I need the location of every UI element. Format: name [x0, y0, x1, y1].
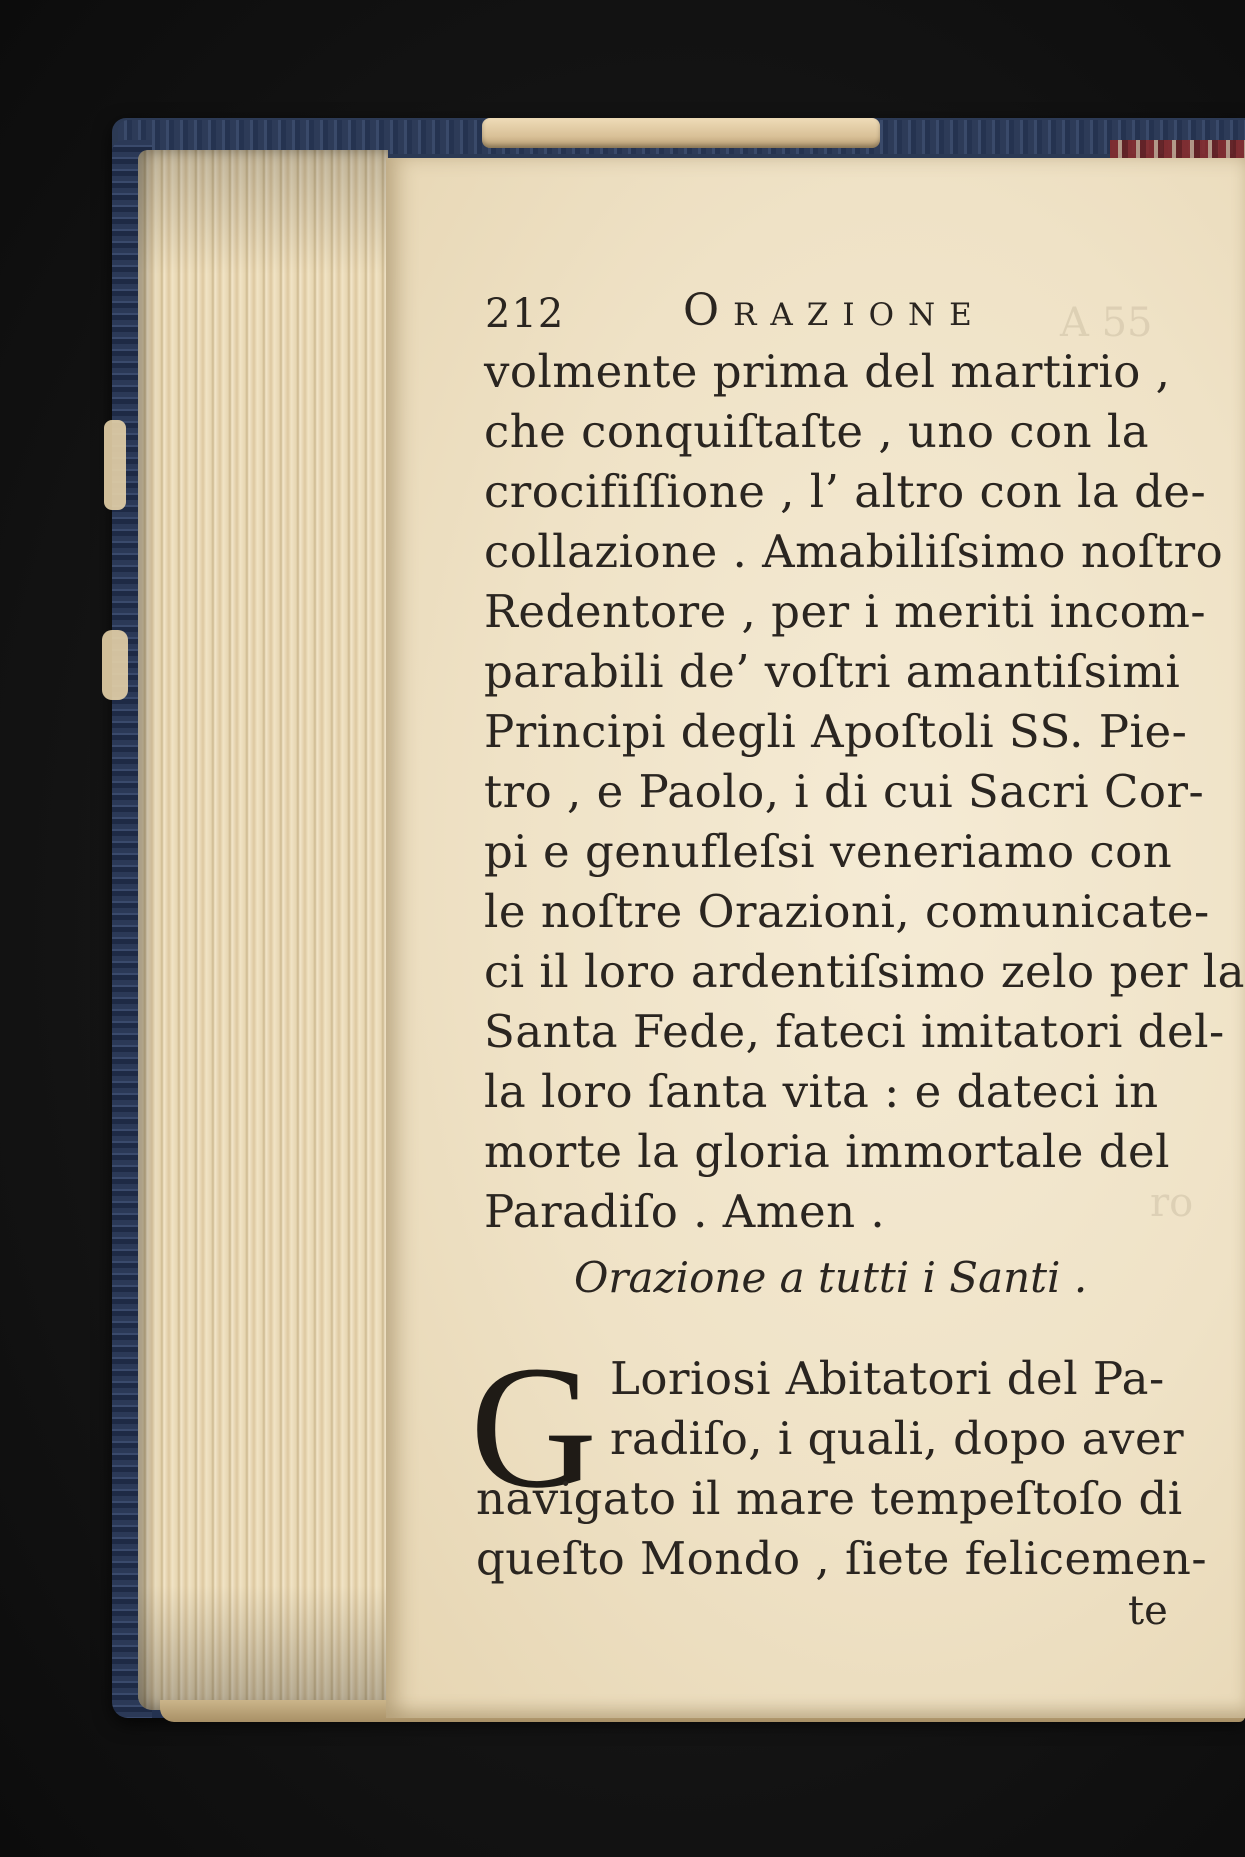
drop-cap-line: Loriosi Abitatori del Pa-: [610, 1352, 1165, 1405]
show-through-text: ro: [1150, 1180, 1194, 1226]
worn-cover-patch: [104, 420, 126, 510]
catchword: te: [1128, 1588, 1168, 1634]
body-line: volmente prima del martirio ,: [484, 345, 1171, 398]
body-line: Principi degli Apoſtoli SS. Pie-: [484, 705, 1188, 758]
body-line: queſto Mondo , ſiete felicemen-: [476, 1532, 1208, 1585]
drop-cap-line: radiſo, i quali, dopo aver: [610, 1412, 1185, 1465]
page-block-shade: [138, 150, 388, 1710]
body-line: tro , e Paolo, i di cui Sacri Cor-: [484, 765, 1205, 818]
running-head: Orazione: [683, 285, 986, 336]
page-number: 212: [485, 291, 565, 337]
body-line: le noſtre Orazioni, comunicate-: [484, 885, 1210, 938]
worn-cover-patch: [102, 630, 128, 700]
body-line: Paradiſo . Amen .: [484, 1185, 886, 1238]
body-line: navigato il mare tempeſtoſo di: [476, 1472, 1183, 1525]
body-line: la loro ſanta vita : e dateci in: [484, 1065, 1159, 1118]
body-line: morte la gloria immortale del: [484, 1125, 1171, 1178]
body-line: che conquiſtaſte , uno con la: [484, 405, 1150, 458]
body-line: crocifiſſione , l’ altro con la de-: [484, 465, 1207, 518]
body-line: Santa Fede, fateci imitatori del-: [484, 1005, 1225, 1058]
body-line: Redentore , per i meriti incom-: [484, 585, 1207, 638]
show-through-text: A 55: [1060, 300, 1153, 346]
body-line: pi e genufleſsi veneriamo con: [484, 825, 1173, 878]
section-title: Orazione a tutti i Santi .: [574, 1253, 1088, 1302]
body-line: ci il loro ardentiſsimo zelo per la: [484, 945, 1245, 998]
drop-cap: G: [470, 1330, 598, 1525]
book-clasp: [482, 118, 880, 148]
body-line: collazione . Amabiliſsimo noſtro: [484, 525, 1224, 578]
body-line: parabili de’ voſtri amantiſsimi: [484, 645, 1181, 698]
